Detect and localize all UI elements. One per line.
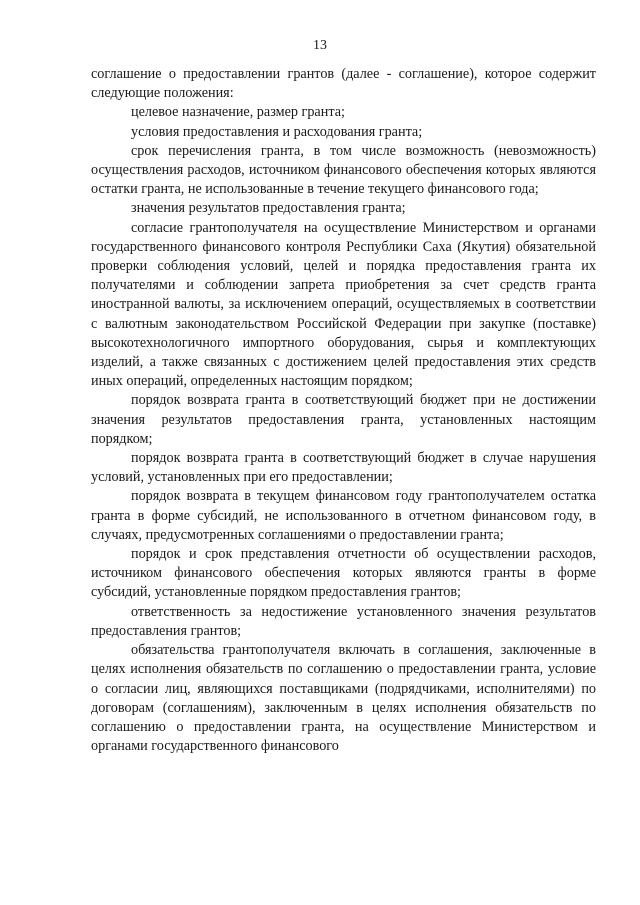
- paragraph: порядок возврата гранта в соответствующий бюджет в случае нарушения условий, установленных при его предоставлении;: [91, 450, 596, 486]
- paragraph: порядок возврата гранта в соответствующий бюджет при не достижении значения результатов предоставления гранта, установленных настоящим порядком;: [91, 392, 596, 447]
- paragraph: значения результатов предоставления гранта;: [131, 200, 406, 217]
- paragraph: порядок возврата в текущем финансовом году грантополучателем остатка гранта в форме субсидий, не использованного в отчетном финансовом году, в случаях, предусмотренных соглашениями о предоставлении гранта;: [91, 488, 596, 543]
- paragraph: порядок и срок представления отчетности об осуществлении расходов, источником финансового обеспечения которых являются гранты в форме субсидий, установленные порядком предоставления грантов;: [91, 546, 596, 601]
- paragraph: целевое назначение, размер гранта;: [131, 104, 345, 121]
- paragraph: обязательства грантополучателя включать в соглашения, заключенные в целях исполнения обязательств по соглашению о предоставлении гранта, условие о согласии лиц, являющихся поставщиками (подрядчиками, исполнителями) по договорам (соглашениям), заключенным в целях исполнения обязательств по соглашению о предоставлении гранта, на осуществление Министерством и органами государственного финансового: [91, 642, 596, 755]
- paragraph: срок перечисления гранта, в том числе возможность (невозможность) осуществления расходов, источником финансового обеспечения которых являются остатки гранта, не использованные в течение текущего финансового года;: [91, 142, 596, 198]
- page-number: 13: [313, 38, 327, 53]
- paragraph: согласие грантополучателя на осуществление Министерством и органами государственного финансового контроля Республики Саха (Якутия) обязательной проверки соблюдения условий, целей и порядка предоставления гранта их получателями и соблюдении запрета приобретения за счет средств гранта иностранной валюты, за исключением операций, осуществляемых в соответствии с валютным законодательством Российской Федерации при закупке (поставке) высокотехнологичного импортного оборудования, сырья и комплектующих изделий, а также связанных с достижением целей предоставления этих средств иных операций, определенных настоящим порядком;: [91, 219, 596, 390]
- document-body: [91, 65, 596, 756]
- paragraph: ответственность за недостижение установленного значения результатов предоставления грантов;: [91, 603, 596, 639]
- paragraph: соглашение о предоставлении грантов (далее - соглашение), которое содержит следующие положения:: [91, 66, 596, 102]
- paragraph: условия предоставления и расходования гранта;: [131, 123, 423, 140]
